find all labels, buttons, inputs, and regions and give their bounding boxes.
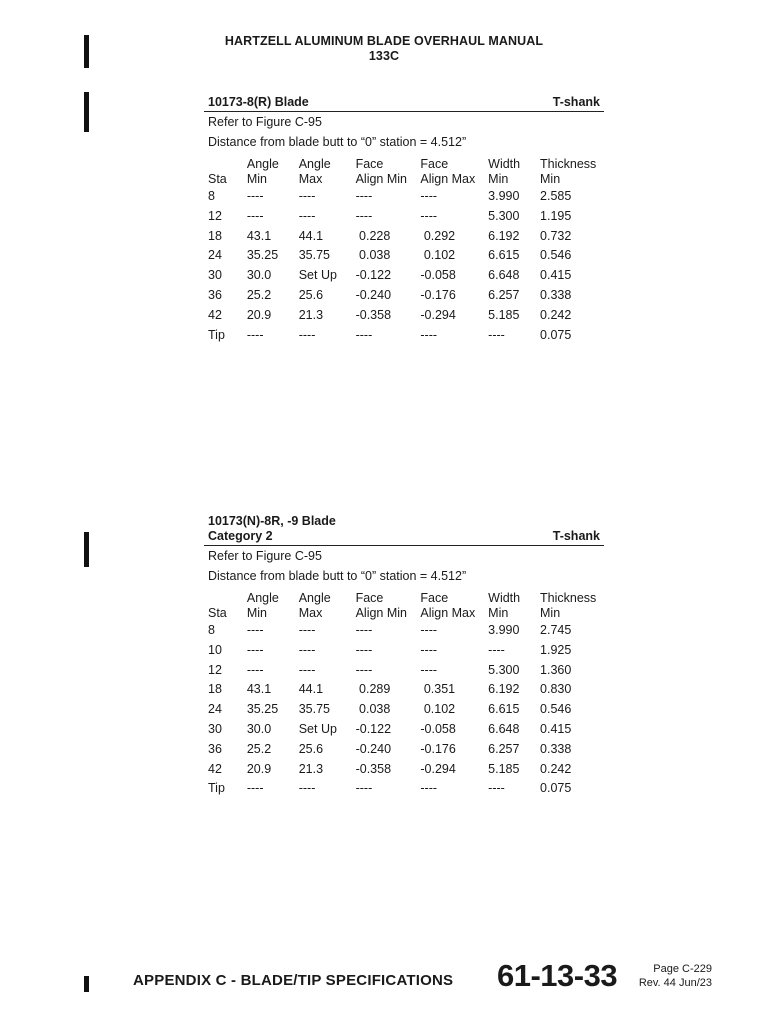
spec-table (208, 157, 604, 345)
table-row (208, 661, 604, 681)
table-cell: ---- (355, 623, 373, 637)
column-header-line: Max (298, 606, 323, 620)
column-header-line: Align Min (355, 172, 407, 186)
table-cell: 0.242 (540, 307, 572, 322)
table-cell: 25.2 (246, 741, 272, 756)
table-cell: 0.038 (355, 702, 391, 717)
column-header-line: Align Max (420, 606, 476, 620)
column-header (488, 157, 540, 187)
table-cell: 25.6 (298, 741, 324, 756)
table-row (208, 207, 604, 227)
column-header-line: Angle (298, 157, 331, 171)
blade-section (204, 514, 604, 799)
table-cell: 1.925 (540, 642, 572, 657)
table-cell: 44.1 (298, 682, 324, 697)
spec-table (208, 591, 604, 799)
table-cell: 25.6 (298, 287, 324, 302)
table-cell: -0.058 (420, 268, 456, 283)
table-row (208, 760, 604, 780)
column-header-line: Width (488, 591, 521, 605)
table-cell: 0.415 (540, 721, 572, 736)
table-cell: ---- (355, 327, 373, 342)
table-cell: -0.294 (420, 761, 456, 776)
table-cell: Set Up (298, 268, 337, 283)
table-cell: 0.351 (420, 682, 456, 697)
table-cell: 21.3 (298, 761, 324, 776)
table-cell: 36 (208, 741, 222, 756)
table-row (208, 246, 604, 266)
column-header-line: Thickness (540, 591, 597, 605)
table-cell: ---- (298, 189, 316, 203)
table-cell: 0.075 (540, 327, 572, 342)
table-cell: 0.546 (540, 248, 572, 263)
table-row (208, 286, 604, 306)
table-cell: -0.122 (355, 721, 392, 736)
table-row (208, 306, 604, 326)
table-row (208, 641, 604, 661)
table-cell: ---- (420, 327, 438, 342)
figure-reference: Refer to Figure C-95 (208, 549, 322, 563)
table-cell: 0.732 (540, 228, 572, 243)
table-cell: 0.830 (540, 682, 572, 697)
revision-date: Rev. 44 Jun/23 (638, 977, 712, 989)
table-cell: 0.415 (540, 268, 572, 283)
column-header (299, 591, 356, 621)
table-cell: Set Up (298, 721, 337, 736)
column-header-line (208, 157, 247, 172)
table-cell: 30.0 (246, 721, 272, 736)
table-row (208, 227, 604, 247)
table-row (208, 326, 604, 346)
column-header-line: Width (488, 157, 521, 171)
blade-name: 10173(N)-8R, -9 Blade (208, 514, 336, 528)
table-cell: 10 (208, 642, 222, 657)
page-info (639, 962, 712, 990)
shank-type: T-shank (552, 529, 600, 543)
revision-bar (84, 532, 89, 567)
table-cell: 21.3 (298, 307, 324, 322)
table-cell: 35.75 (298, 248, 330, 263)
column-header-line: Min (246, 606, 268, 620)
table-cell: 0.289 (355, 682, 391, 697)
table-cell: ---- (246, 662, 264, 677)
table-cell: -0.358 (355, 761, 392, 776)
table-cell: 5.300 (488, 662, 520, 677)
table-cell: ---- (246, 623, 264, 637)
blade-category: Category 2 (208, 529, 273, 543)
column-header-line: Min (488, 606, 509, 620)
column-header (247, 591, 299, 621)
table-cell: ---- (488, 327, 505, 342)
table-cell: ---- (246, 189, 264, 203)
table-cell: Tip (208, 327, 225, 342)
table-cell: ---- (420, 208, 438, 223)
column-header-line (208, 591, 247, 606)
table-cell: 2.745 (540, 623, 572, 637)
table-cell: 2.585 (540, 189, 572, 203)
table-cell: 5.185 (488, 761, 520, 776)
column-header (208, 591, 247, 621)
column-header-line: Face (420, 591, 449, 605)
table-cell: 6.257 (488, 741, 520, 756)
shank-type: T-shank (552, 95, 600, 109)
figure-reference: Refer to Figure C-95 (208, 115, 322, 129)
table-cell: ---- (355, 208, 373, 223)
table-cell: 30 (208, 268, 222, 283)
table-cell: ---- (420, 623, 438, 637)
table-cell: ---- (246, 327, 264, 342)
table-cell: 6.192 (488, 228, 520, 243)
table-cell: 18 (208, 228, 222, 243)
column-header-line: Min (246, 172, 268, 186)
table-cell: -0.058 (420, 721, 456, 736)
station-distance: Distance from blade butt to “0” station = 4.512” (208, 135, 467, 149)
table-cell: 24 (208, 248, 222, 263)
table-cell: 6.648 (488, 268, 520, 283)
table-cell: ---- (355, 662, 373, 677)
table-cell: -0.294 (420, 307, 456, 322)
table-cell: 0.075 (540, 781, 572, 796)
column-header (420, 157, 488, 187)
table-cell: 43.1 (246, 682, 272, 697)
table-cell: ---- (355, 189, 373, 203)
column-header-line: Face (355, 157, 384, 171)
column-header (540, 157, 604, 187)
column-header-line: Align Min (355, 606, 407, 620)
table-cell: 18 (208, 682, 222, 697)
page-number: Page C-229 (653, 963, 712, 975)
table-cell: ---- (420, 781, 438, 796)
revision-bar (84, 92, 89, 132)
table-cell: ---- (298, 327, 316, 342)
column-header-line: Align Max (420, 172, 476, 186)
column-header-line: Angle (298, 591, 331, 605)
manual-title: HARTZELL ALUMINUM BLADE OVERHAUL MANUAL (224, 34, 544, 48)
table-cell: ---- (298, 623, 316, 637)
table-cell: ---- (488, 781, 505, 796)
column-header-line: Sta (208, 172, 227, 186)
table-cell: 6.192 (488, 682, 520, 697)
table-cell: ---- (298, 208, 316, 223)
table-row (208, 740, 604, 760)
table-cell: 30.0 (246, 268, 272, 283)
column-header-line: Min (488, 172, 509, 186)
table-cell: 0.242 (540, 761, 572, 776)
column-header (356, 157, 421, 187)
manual-subtitle: 133C (368, 49, 400, 63)
column-header (488, 591, 540, 621)
table-cell: ---- (355, 781, 373, 796)
table-cell: 5.300 (488, 208, 520, 223)
column-header (420, 591, 488, 621)
station-distance: Distance from blade butt to “0” station = 4.512” (208, 569, 467, 583)
table-cell: 12 (208, 662, 222, 677)
table-cell: 6.257 (488, 287, 520, 302)
column-header-line: Thickness (540, 157, 597, 171)
table-row (208, 187, 604, 207)
blade-section (204, 95, 604, 345)
table-cell: -0.358 (355, 307, 392, 322)
table-cell: 30 (208, 721, 222, 736)
table-cell: 0.338 (540, 741, 572, 756)
table-cell: 20.9 (246, 761, 272, 776)
column-header-line: Max (298, 172, 323, 186)
table-cell: 0.292 (420, 228, 456, 243)
table-cell: ---- (488, 642, 505, 657)
table-cell: 6.615 (488, 702, 520, 717)
table-cell: -0.176 (420, 741, 456, 756)
column-header-line: Face (420, 157, 449, 171)
table-cell: 12 (208, 208, 222, 223)
table-row (208, 266, 604, 286)
table-cell: 3.990 (488, 189, 520, 203)
table-cell: 25.2 (246, 287, 272, 302)
table-cell: 43.1 (246, 228, 272, 243)
table-cell: 0.038 (355, 248, 391, 263)
table-cell: ---- (246, 642, 264, 657)
table-cell: 35.25 (246, 702, 279, 717)
column-header (299, 157, 356, 187)
table-row (208, 700, 604, 720)
table-cell: ---- (420, 662, 438, 677)
column-header (540, 591, 604, 621)
section-header (204, 514, 604, 546)
table-cell: ---- (420, 189, 438, 203)
table-cell: 44.1 (298, 228, 324, 243)
column-header-line: Sta (208, 606, 227, 620)
table-cell: 35.75 (298, 702, 330, 717)
table-row (208, 779, 604, 799)
table-cell: 35.25 (246, 248, 279, 263)
column-header (247, 157, 299, 187)
table-cell: 8 (208, 189, 215, 203)
revision-bar (84, 976, 89, 992)
table-cell: 0.102 (420, 702, 456, 717)
table-cell: ---- (298, 642, 316, 657)
table-cell: 42 (208, 307, 222, 322)
table-row (208, 680, 604, 700)
column-header (208, 157, 247, 187)
table-cell: -0.176 (420, 287, 456, 302)
column-header-line: Angle (246, 157, 279, 171)
column-header-line: Face (355, 591, 384, 605)
appendix-title: APPENDIX C - BLADE/TIP SPECIFICATIONS (133, 972, 454, 989)
table-cell: ---- (298, 781, 316, 796)
table-cell: 42 (208, 761, 222, 776)
table-cell: 0.228 (355, 228, 391, 243)
table-cell: ---- (355, 642, 373, 657)
table-cell: -0.240 (355, 741, 392, 756)
table-cell: 24 (208, 702, 222, 717)
table-cell: 20.9 (246, 307, 272, 322)
table-cell: 3.990 (488, 623, 520, 637)
table-cell: 0.546 (540, 702, 572, 717)
blade-name: 10173-8(R) Blade (208, 95, 309, 109)
table-cell: 1.360 (540, 662, 572, 677)
table-cell: ---- (298, 662, 316, 677)
table-cell: 0.102 (420, 248, 456, 263)
table-cell: 5.185 (488, 307, 520, 322)
column-header-line: Min (540, 172, 561, 186)
table-cell: ---- (420, 642, 438, 657)
table-cell: 6.648 (488, 721, 520, 736)
table-cell: ---- (246, 208, 264, 223)
column-header-line: Min (540, 606, 561, 620)
column-header-line: Angle (246, 591, 279, 605)
column-header (356, 591, 421, 621)
table-cell: -0.122 (355, 268, 392, 283)
table-row (208, 720, 604, 740)
table-cell: 1.195 (540, 208, 572, 223)
table-cell: ---- (246, 781, 264, 796)
table-row (208, 621, 604, 641)
table-cell: 6.615 (488, 248, 520, 263)
table-cell: 8 (208, 623, 215, 637)
table-cell: -0.240 (355, 287, 392, 302)
table-cell: 36 (208, 287, 222, 302)
table-cell: 0.338 (540, 287, 572, 302)
section-header (204, 95, 604, 112)
chapter-code: 61-13-33 (497, 958, 618, 993)
table-cell: Tip (208, 781, 225, 796)
